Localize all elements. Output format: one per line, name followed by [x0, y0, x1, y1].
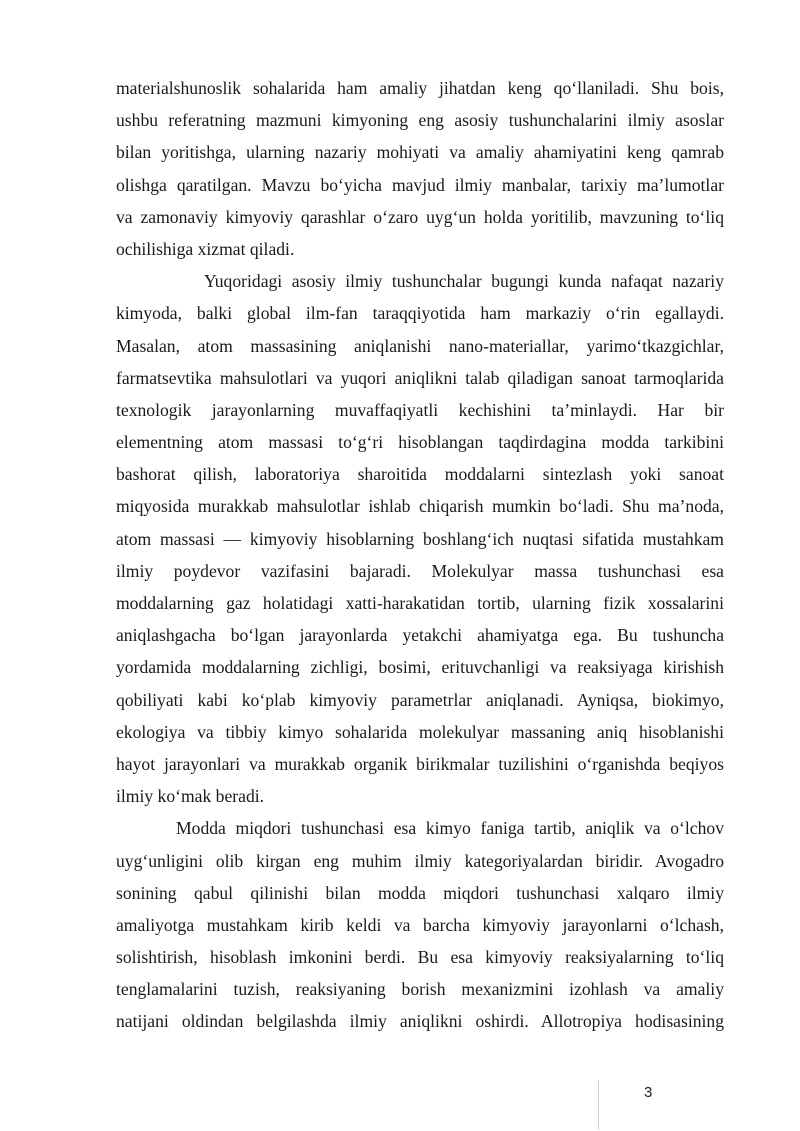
paragraph-2-line: moddalarning gaz holatidagi xatti-harakatidan tortib, ularning fizik xossalarini	[116, 593, 724, 613]
paragraph-2-line: Yuqoridagi asosiy ilmiy tushunchalar bugungi kunda nafaqat nazariy	[204, 271, 724, 292]
page-number: 3	[644, 1084, 653, 1101]
paragraph-1-line: bilan yoritishga, ularning nazariy mohiyati va amaliy ahamiyatini keng qamrab	[116, 142, 724, 163]
paragraph-2-line: aniqlashgacha bo‘lgan jarayonlarda yetakchi ahamiyatga ega. Bu tushuncha	[116, 625, 724, 646]
paragraph-1-line: va zamonaviy kimyoviy qarashlar o‘zaro uyg‘un holda yoritilib, mavzuning to‘liq	[116, 206, 724, 227]
paragraph-2-line: Masalan, atom massasining aniqlanishi nano-materiallar, yarimo‘tkazgichlar,	[116, 335, 724, 356]
footer-divider	[598, 1080, 599, 1130]
paragraph-3-line: Modda miqdori tushunchasi esa kimyo faniga tartib, aniqlik va o‘lchov	[176, 818, 724, 839]
paragraph-2-line: atom massasi — kimyoviy hisoblarning boshlang‘ich nuqtasi sifatida mustahkam	[116, 528, 724, 549]
paragraph-1-line: ushbu referatning mazmuni kimyoning eng asosiy tushunchalarini ilmiy asoslar	[116, 110, 724, 131]
paragraph-3-line: natijani oldindan belgilashda ilmiy aniqlikni oshirdi. Allotropiya hodisasining	[116, 1011, 724, 1032]
paragraph-3-line: sonining qabul qilinishi bilan modda miqdori tushunchasi xalqaro ilmiy	[116, 882, 724, 903]
paragraph-3-line: tenglamalarini tuzish, reaksiyaning borish mexanizmini izohlash va amaliy	[116, 979, 724, 1000]
paragraph-2-line: ilmiy ko‘mak beradi.	[116, 786, 265, 807]
paragraph-2-line: texnologik jarayonlarning muvaffaqiyatli kechishini ta’minlaydi. Har bir	[116, 399, 724, 420]
paragraph-2-line: qobiliyati kabi ko‘plab kimyoviy parametrlar aniqlanadi. Ayniqsa, biokimyo,	[116, 689, 724, 710]
paragraph-2-line: hayot jarayonlari va murakkab organik birikmalar tuzilishini o‘rganishda beqiyos	[116, 753, 724, 774]
document-body	[116, 72, 724, 1038]
paragraph-2-line: yordamida moddalarning zichligi, bosimi, erituvchanligi va reaksiyaga kirishish	[116, 657, 724, 678]
paragraph-2-line: farmatsevtika mahsulotlari va yuqori aniqlikni talab qiladigan sanoat tarmoqlarida	[116, 367, 724, 388]
paragraph-2-line: ilmiy poydevor vazifasini bajaradi. Molekulyar massa tushunchasi esa	[116, 560, 724, 581]
paragraph-3-line: uyg‘unligini olib kirgan eng muhim ilmiy kategoriyalardan biridir. Avogadro	[116, 850, 724, 871]
paragraph-1-line: materialshunoslik sohalarida ham amaliy jihatdan keng qo‘llaniladi. Shu bois,	[116, 78, 724, 98]
paragraph-2-line: elementning atom massasi to‘g‘ri hisoblangan taqdirdagina modda tarkibini	[116, 432, 724, 453]
paragraph-2-line: ekologiya va tibbiy kimyo sohalarida molekulyar massaning aniq hisoblanishi	[116, 721, 724, 742]
paragraph-1-line: olishga qaratilgan. Mavzu bo‘yicha mavjud ilmiy manbalar, tarixiy ma’lumotlar	[116, 174, 724, 195]
paragraph-2-line: bashorat qilish, laboratoriya sharoitida moddalarni sintezlash yoki sanoat	[116, 464, 724, 485]
paragraph-2-line: kimyoda, balki global ilm-fan taraqqiyotida ham markaziy o‘rin egallaydi.	[116, 303, 724, 324]
paragraph-2-line: miqyosida murakkab mahsulotlar ishlab chiqarish mumkin bo‘ladi. Shu ma’noda,	[116, 496, 724, 517]
paragraph-1-line: ochilishiga xizmat qiladi.	[116, 238, 295, 259]
paragraph-3-line: amaliyotga mustahkam kirib keldi va barcha kimyoviy jarayonlarni o‘lchash,	[116, 914, 724, 935]
paragraph-3-line: solishtirish, hisoblash imkonini berdi. Bu esa kimyoviy reaksiyalarning to‘liq	[116, 947, 724, 968]
